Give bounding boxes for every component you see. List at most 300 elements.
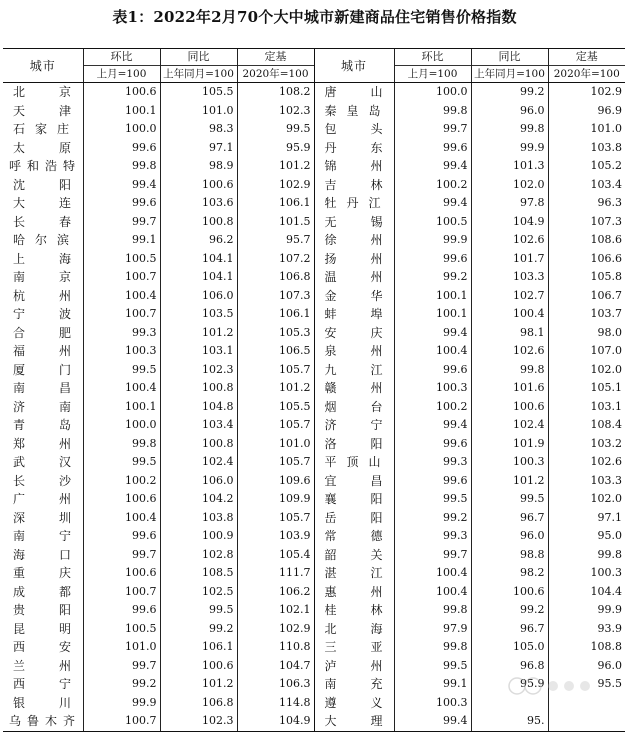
yoy-value-cell: 103.5: [160, 305, 237, 324]
city-cell: [3, 416, 83, 435]
city-cell: [314, 213, 394, 232]
yoy-value-cell: 102.3: [160, 361, 237, 380]
yoy-value-cell: 100.6: [160, 176, 237, 195]
base-value-cell: 104.4: [548, 583, 625, 602]
city-cell: [3, 305, 83, 324]
yoy-value-cell: 108.5: [160, 564, 237, 583]
base-value-cell: 102.9: [237, 620, 314, 639]
mom-value-cell: 99.8: [394, 601, 471, 620]
yoy-value-cell: 101.7: [471, 250, 548, 269]
city-name: 烟 台: [324, 399, 383, 414]
city-name: 赣 州: [324, 381, 383, 395]
city-column-header: 城市: [3, 49, 83, 83]
yoy-value-cell: 99.5: [471, 490, 548, 509]
city-name: 北 海: [324, 621, 383, 636]
city-cell: [3, 287, 83, 306]
table-row: [3, 250, 625, 269]
mom-value-cell: 100.2: [83, 472, 160, 491]
city-cell: [3, 324, 83, 343]
mom-value-cell: 99.5: [394, 490, 471, 509]
table-row: [3, 324, 625, 343]
city-column-header: 城市: [314, 49, 394, 83]
table-row: [3, 435, 625, 454]
city-cell: [3, 675, 83, 694]
city-name: 无 锡: [324, 214, 383, 229]
base-value-cell: 103.7: [548, 305, 625, 324]
city-name: 洛 阳: [324, 436, 383, 451]
mom-value-cell: 99.5: [83, 453, 160, 472]
mom-value-cell: 97.9: [394, 620, 471, 639]
watermark-logo: [503, 670, 603, 700]
base-value-cell: 106.8: [237, 268, 314, 287]
base-value-cell: 106.6: [548, 250, 625, 269]
city-name: 西 安: [13, 640, 71, 654]
yoy-value-cell: 102.7: [471, 287, 548, 306]
mom-value-cell: 99.4: [394, 712, 471, 731]
base-value-cell: 105.8: [548, 268, 625, 287]
table-row: [3, 620, 625, 639]
city-cell: [3, 546, 83, 565]
base-value-cell: 111.7: [237, 564, 314, 583]
city-cell: [314, 176, 394, 195]
mom-value-cell: 99.6: [83, 139, 160, 158]
city-cell: [3, 564, 83, 583]
city-cell: [314, 694, 394, 713]
base-value-cell: 103.1: [548, 398, 625, 417]
city-name: 吉 林: [324, 177, 383, 192]
mom-value-cell: 100.7: [83, 305, 160, 324]
city-cell: [3, 379, 83, 398]
yoy-value-cell: 99.8: [471, 361, 548, 380]
mom-value-cell: 100.3: [394, 379, 471, 398]
yoy-value-cell: 102.0: [471, 176, 548, 195]
mom-value-cell: 100.5: [394, 213, 471, 232]
yoy-value-cell: 96.0: [471, 527, 548, 546]
yoy-value-cell: 99.2: [160, 620, 237, 639]
city-name: 西 宁: [13, 677, 71, 691]
city-cell: [314, 435, 394, 454]
mom-value-cell: 100.4: [394, 583, 471, 602]
base-value-cell: 107.2: [237, 250, 314, 269]
mom-value-cell: 100.2: [394, 176, 471, 195]
city-cell: [314, 527, 394, 546]
city-cell: [314, 509, 394, 528]
city-name: 蚌 埠: [324, 307, 383, 321]
yoy-value-cell: 98.3: [160, 120, 237, 139]
base-value-cell: 106.3: [237, 675, 314, 694]
mom-column-header: 环比: [83, 49, 160, 66]
city-cell: [3, 472, 83, 491]
city-name: 昆 明: [13, 621, 71, 636]
base-value-cell: 109.9: [237, 490, 314, 509]
yoy-value-cell: 101.3: [471, 157, 548, 176]
city-name: 丹 东: [324, 140, 383, 155]
base-subheader: 2020年=100: [237, 66, 314, 83]
mom-value-cell: 100.4: [394, 564, 471, 583]
base-column-header: 定基: [237, 49, 314, 66]
base-value-cell: 106.1: [237, 305, 314, 324]
city-name: 平 顶 山: [324, 455, 381, 469]
yoy-value-cell: 101.6: [471, 379, 548, 398]
city-cell: [314, 379, 394, 398]
mom-value-cell: 99.8: [394, 102, 471, 121]
table-row: [3, 176, 625, 195]
mom-value-cell: 99.4: [394, 194, 471, 213]
yoy-value-cell: 106.8: [160, 694, 237, 713]
city-cell: [314, 638, 394, 657]
city-cell: [314, 120, 394, 139]
city-cell: [3, 601, 83, 620]
city-name: 石 家 庄: [13, 122, 69, 136]
table-row: [3, 268, 625, 287]
mom-value-cell: 100.3: [394, 694, 471, 713]
yoy-value-cell: 100.3: [471, 453, 548, 472]
city-cell: [314, 564, 394, 583]
mom-value-cell: 99.3: [394, 527, 471, 546]
yoy-value-cell: 103.6: [160, 194, 237, 213]
city-cell: [314, 675, 394, 694]
city-name: 厦 门: [13, 362, 71, 377]
city-name: 宁 波: [13, 307, 71, 321]
mom-value-cell: 100.2: [394, 398, 471, 417]
mom-value-cell: 99.1: [83, 231, 160, 250]
yoy-subheader: 上年同月=100: [160, 66, 237, 83]
mom-value-cell: 100.7: [83, 583, 160, 602]
mom-value-cell: 99.7: [83, 657, 160, 676]
city-name: 泉 州: [324, 344, 383, 358]
city-cell: [3, 102, 83, 121]
mom-value-cell: 99.2: [394, 509, 471, 528]
city-cell: [3, 435, 83, 454]
city-cell: [3, 250, 83, 269]
yoy-value-cell: 99.2: [471, 83, 548, 102]
city-name: 福 州: [13, 344, 71, 358]
mom-value-cell: 100.1: [83, 102, 160, 121]
mom-value-cell: 100.7: [83, 268, 160, 287]
base-value-cell: 97.1: [548, 509, 625, 528]
table-header: [3, 49, 625, 83]
yoy-value-cell: 100.8: [160, 213, 237, 232]
mom-value-cell: 100.5: [83, 250, 160, 269]
city-cell: [3, 268, 83, 287]
city-cell: [314, 453, 394, 472]
city-cell: [314, 194, 394, 213]
city-name: 锦 州: [324, 159, 383, 173]
mom-column-header: 环比: [394, 49, 471, 66]
mom-value-cell: 99.4: [394, 157, 471, 176]
city-name: 太 原: [13, 140, 71, 155]
yoy-value-cell: 97.8: [471, 194, 548, 213]
mom-value-cell: 99.8: [394, 638, 471, 657]
city-name: 徐 州: [324, 233, 383, 247]
city-name: 温 州: [324, 270, 383, 284]
yoy-value-cell: 101.2: [160, 675, 237, 694]
mom-value-cell: 100.4: [83, 379, 160, 398]
mom-value-cell: 100.0: [83, 120, 160, 139]
price-index-table-wrap: [3, 48, 625, 732]
table-row: [3, 213, 625, 232]
yoy-value-cell: 104.8: [160, 398, 237, 417]
mom-value-cell: 99.7: [83, 213, 160, 232]
city-cell: [314, 472, 394, 491]
mom-value-cell: 99.7: [394, 120, 471, 139]
mom-value-cell: 100.7: [83, 712, 160, 731]
city-cell: [3, 620, 83, 639]
yoy-value-cell: 101.0: [160, 102, 237, 121]
city-cell: [3, 657, 83, 676]
mom-value-cell: 100.1: [394, 287, 471, 306]
base-value-cell: 102.1: [237, 601, 314, 620]
yoy-value-cell: 96.7: [471, 509, 548, 528]
price-index-table: [3, 48, 625, 732]
city-name: 襄 阳: [324, 492, 383, 506]
table-row: [3, 712, 625, 731]
table-row: [3, 453, 625, 472]
table-body: [3, 83, 625, 732]
base-value-cell: 102.0: [548, 361, 625, 380]
mom-value-cell: 99.8: [83, 157, 160, 176]
mom-value-cell: 99.8: [83, 435, 160, 454]
city-cell: [3, 157, 83, 176]
mom-value-cell: 99.7: [394, 546, 471, 565]
yoy-value-cell: 102.4: [471, 416, 548, 435]
table-row: [3, 287, 625, 306]
city-cell: [314, 712, 394, 731]
table-row: [3, 83, 625, 102]
city-cell: [3, 638, 83, 657]
base-value-cell: 105.7: [237, 509, 314, 528]
base-value-cell: 102.3: [237, 102, 314, 121]
base-value-cell: 108.8: [548, 638, 625, 657]
mom-subheader: 上月=100: [394, 66, 471, 83]
mom-value-cell: 100.0: [394, 83, 471, 102]
city-name: 秦 皇 岛: [324, 103, 381, 118]
city-name: 长 沙: [13, 473, 71, 488]
mom-value-cell: 100.1: [394, 305, 471, 324]
base-value-cell: 106.2: [237, 583, 314, 602]
yoy-value-cell: 99.5: [160, 601, 237, 620]
city-cell: [3, 712, 83, 731]
city-cell: [314, 342, 394, 361]
city-cell: [314, 250, 394, 269]
city-cell: [314, 601, 394, 620]
yoy-value-cell: 105.5: [160, 83, 237, 102]
base-subheader: 2020年=100: [548, 66, 625, 83]
yoy-value-cell: 99.9: [471, 139, 548, 158]
mom-value-cell: 99.4: [394, 324, 471, 343]
city-name: 青 岛: [13, 418, 71, 432]
mom-value-cell: 99.6: [394, 361, 471, 380]
base-value-cell: 105.4: [237, 546, 314, 565]
yoy-value-cell: 95.9: [471, 675, 548, 694]
city-name: 重 庆: [13, 566, 71, 580]
yoy-value-cell: 96.8: [471, 657, 548, 676]
city-cell: [314, 268, 394, 287]
city-name: 贵 阳: [13, 603, 71, 617]
base-value-cell: 95.0: [548, 527, 625, 546]
city-cell: [314, 287, 394, 306]
mom-value-cell: 100.6: [83, 83, 160, 102]
base-value-cell: 106.1: [237, 194, 314, 213]
city-name: 安 庆: [324, 325, 383, 340]
base-value-cell: 96.3: [548, 194, 625, 213]
city-name: 乌 鲁 木 齐: [9, 714, 75, 728]
base-value-cell: 103.9: [237, 527, 314, 546]
mom-value-cell: 100.0: [83, 416, 160, 435]
mom-value-cell: 99.6: [394, 472, 471, 491]
city-name: 济 宁: [324, 418, 383, 432]
yoy-value-cell: 100.6: [471, 583, 548, 602]
city-name: 金 华: [324, 288, 383, 303]
base-value-cell: 93.9: [548, 620, 625, 639]
base-value-cell: 99.9: [548, 601, 625, 620]
table-title: 表1：2022年2月70个大中城市新建商品住宅销售价格指数: [112, 8, 517, 26]
city-name: 天 津: [13, 103, 71, 118]
city-name: 北 京: [13, 85, 71, 99]
city-name: 杭 州: [13, 288, 71, 303]
mom-value-cell: 99.6: [83, 194, 160, 213]
base-value-cell: 101.0: [237, 435, 314, 454]
table-row: [3, 231, 625, 250]
city-name: 南 充: [324, 677, 383, 691]
city-cell: [314, 416, 394, 435]
table-row: [3, 102, 625, 121]
city-name: 三 亚: [324, 640, 383, 654]
yoy-value-cell: 103.4: [160, 416, 237, 435]
table-row: [3, 157, 625, 176]
city-cell: [3, 213, 83, 232]
table-row: [3, 379, 625, 398]
city-name: 惠 州: [324, 584, 383, 599]
base-value-cell: [548, 712, 625, 731]
yoy-value-cell: 102.6: [471, 342, 548, 361]
base-value-cell: 101.2: [237, 379, 314, 398]
mom-value-cell: 99.2: [83, 675, 160, 694]
city-name: 深 圳: [13, 510, 71, 525]
city-name: 扬 州: [324, 251, 383, 266]
city-name: 韶 关: [324, 547, 383, 562]
base-value-cell: 101.5: [237, 213, 314, 232]
yoy-value-cell: 99.2: [471, 601, 548, 620]
mom-value-cell: 101.0: [83, 638, 160, 657]
city-name: 常 德: [324, 529, 383, 543]
table-row: [3, 601, 625, 620]
city-name: 南 宁: [13, 529, 71, 543]
base-value-cell: 109.6: [237, 472, 314, 491]
base-value-cell: 98.0: [548, 324, 625, 343]
city-cell: [3, 453, 83, 472]
city-name: 武 汉: [13, 455, 71, 469]
city-name: 郑 州: [13, 436, 71, 451]
yoy-value-cell: 105.0: [471, 638, 548, 657]
mom-value-cell: 99.6: [83, 601, 160, 620]
base-value-cell: 95.9: [237, 139, 314, 158]
city-name: 广 州: [13, 492, 71, 506]
city-name: 大 理: [324, 714, 383, 728]
city-cell: [3, 490, 83, 509]
yoy-value-cell: 99.8: [471, 120, 548, 139]
mom-value-cell: 99.6: [394, 435, 471, 454]
base-value-cell: 102.6: [548, 453, 625, 472]
base-value-cell: 105.3: [237, 324, 314, 343]
mom-value-cell: 99.3: [83, 324, 160, 343]
base-value-cell: 110.8: [237, 638, 314, 657]
city-cell: [314, 620, 394, 639]
city-cell: [3, 83, 83, 102]
mom-value-cell: 99.1: [394, 675, 471, 694]
city-cell: [314, 102, 394, 121]
table-row: [3, 139, 625, 158]
yoy-value-cell: 101.9: [471, 435, 548, 454]
mom-subheader: 上月=100: [83, 66, 160, 83]
yoy-value-cell: 96.7: [471, 620, 548, 639]
city-name: 遵 义: [324, 695, 383, 710]
city-name: 泸 州: [324, 658, 383, 673]
yoy-value-cell: 104.1: [160, 268, 237, 287]
yoy-value-cell: 103.1: [160, 342, 237, 361]
city-name: 成 都: [13, 584, 71, 599]
city-name: 南 京: [13, 270, 71, 284]
yoy-value-cell: 100.8: [160, 435, 237, 454]
mom-value-cell: 99.9: [394, 231, 471, 250]
mom-value-cell: 100.3: [83, 342, 160, 361]
city-cell: [314, 324, 394, 343]
base-value-cell: 95.7: [237, 231, 314, 250]
city-name: 牡 丹 江: [324, 196, 381, 210]
city-name: 哈 尔 滨: [13, 233, 69, 247]
mom-value-cell: 99.9: [83, 694, 160, 713]
city-name: 沈 阳: [13, 177, 71, 192]
city-name: 大 连: [13, 196, 71, 210]
city-name: 银 川: [13, 695, 71, 710]
mom-value-cell: 99.6: [394, 139, 471, 158]
yoy-value-cell: 98.2: [471, 564, 548, 583]
city-cell: [314, 305, 394, 324]
base-value-cell: 105.7: [237, 361, 314, 380]
yoy-value-cell: 106.0: [160, 472, 237, 491]
city-cell: [3, 694, 83, 713]
base-value-cell: 108.2: [237, 83, 314, 102]
city-cell: [314, 490, 394, 509]
base-value-cell: 102.9: [548, 83, 625, 102]
city-cell: [314, 231, 394, 250]
yoy-value-cell: 100.6: [160, 657, 237, 676]
city-name: 九 江: [324, 362, 383, 377]
city-cell: [314, 583, 394, 602]
table-row: [3, 564, 625, 583]
yoy-value-cell: 106.1: [160, 638, 237, 657]
city-name: 宜 昌: [324, 473, 383, 488]
base-value-cell: 105.1: [548, 379, 625, 398]
base-value-cell: 102.9: [237, 176, 314, 195]
yoy-value-cell: 102.8: [160, 546, 237, 565]
city-cell: [314, 157, 394, 176]
city-cell: [3, 398, 83, 417]
base-value-cell: 103.4: [548, 176, 625, 195]
city-cell: [3, 583, 83, 602]
city-cell: [314, 398, 394, 417]
base-column-header: 定基: [548, 49, 625, 66]
city-name: 呼 和 浩 特: [9, 159, 75, 173]
city-cell: [3, 139, 83, 158]
base-value-cell: 102.0: [548, 490, 625, 509]
base-value-cell: 104.9: [237, 712, 314, 731]
yoy-value-cell: 101.2: [160, 324, 237, 343]
city-cell: [3, 194, 83, 213]
mom-value-cell: 99.4: [394, 416, 471, 435]
base-value-cell: 104.7: [237, 657, 314, 676]
base-value-cell: 107.3: [548, 213, 625, 232]
